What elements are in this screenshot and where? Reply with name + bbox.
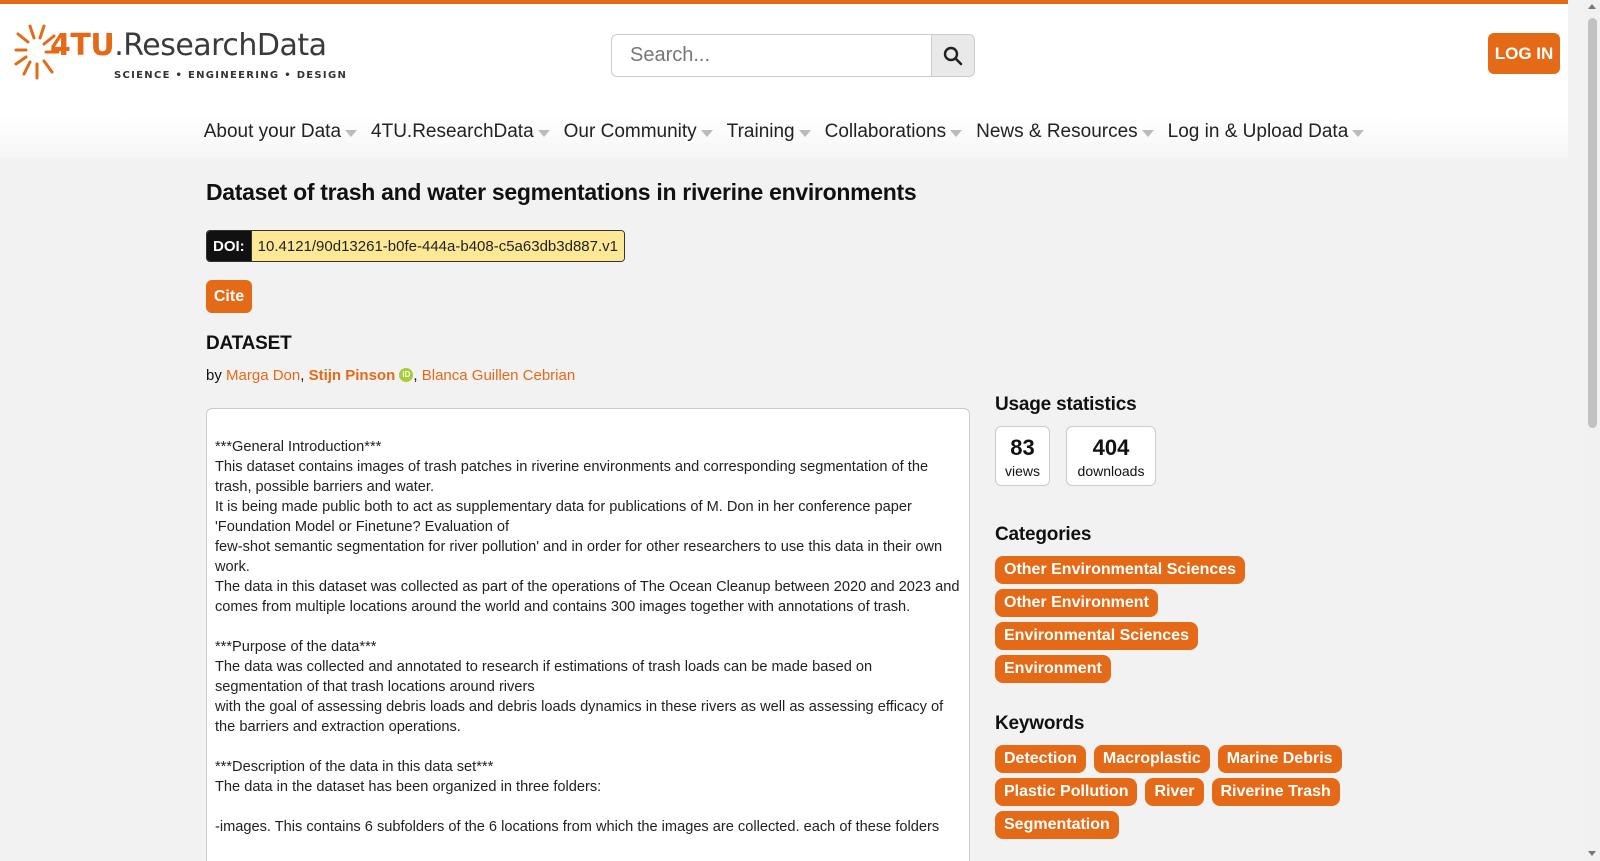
category-tag[interactable]: Other Environmental Sciences bbox=[995, 556, 1245, 584]
scroll-down-arrow-icon[interactable] bbox=[1588, 851, 1596, 856]
doi-label: DOI: bbox=[207, 231, 251, 261]
category-tag[interactable]: Environment bbox=[995, 655, 1111, 683]
logo-brand: 4TU bbox=[50, 28, 115, 63]
nav-label: Collaborations bbox=[824, 121, 947, 142]
keyword-tag[interactable]: Plastic Pollution bbox=[995, 778, 1137, 806]
description-paragraph: ***Description of the data in this data set*** The data in the dataset has been organized in three folders: bbox=[215, 759, 602, 795]
caret-down-icon bbox=[345, 130, 357, 137]
nav-about-your-data[interactable] bbox=[204, 116, 357, 148]
author-list: by Marga Don, Stijn Pinson iD , Blanca Guillen Cebrian bbox=[206, 367, 576, 384]
downloads-label: downloads bbox=[1077, 463, 1145, 479]
nav-4tu-researchdata[interactable] bbox=[371, 116, 550, 148]
logo-tagline: SCIENCE • ENGINEERING • DESIGN bbox=[114, 70, 348, 81]
keyword-tag[interactable]: Detection bbox=[995, 745, 1086, 773]
views-stat bbox=[995, 426, 1050, 486]
usage-stats-heading: Usage statistics bbox=[995, 394, 1137, 415]
dataset-description bbox=[206, 408, 970, 861]
downloads-count: 404 bbox=[1092, 435, 1130, 460]
usage-stats bbox=[995, 426, 1375, 486]
doi-badge[interactable] bbox=[206, 230, 625, 262]
caret-down-icon bbox=[1142, 130, 1154, 137]
cite-button[interactable]: Cite bbox=[206, 280, 252, 313]
author-link[interactable]: Stijn Pinson bbox=[308, 367, 396, 384]
caret-down-icon bbox=[538, 130, 550, 137]
nav-login-upload[interactable] bbox=[1168, 116, 1365, 148]
nav-training[interactable] bbox=[727, 116, 811, 148]
main-nav bbox=[0, 116, 1568, 158]
keyword-list bbox=[995, 745, 1375, 839]
search-input[interactable] bbox=[611, 34, 931, 77]
dataset-title: Dataset of trash and water segmentations in riverine environments bbox=[206, 179, 917, 205]
item-type-label: DATASET bbox=[206, 333, 292, 354]
keywords-heading: Keywords bbox=[995, 713, 1085, 734]
doi-value[interactable]: 10.4121/90d13261-b0fe-444a-b408-c5a63db3d887.v1 bbox=[251, 231, 624, 261]
search-bar bbox=[611, 34, 975, 77]
logo-wordmark bbox=[50, 28, 326, 63]
orcid-icon[interactable]: iD bbox=[399, 368, 413, 382]
nav-collaborations[interactable] bbox=[825, 116, 962, 148]
scroll-up-arrow-icon[interactable] bbox=[1588, 4, 1596, 9]
site-header bbox=[0, 4, 1568, 158]
keyword-tag[interactable]: Riverine Trash bbox=[1212, 778, 1340, 806]
dataset-sidebar bbox=[995, 394, 1375, 861]
downloads-stat bbox=[1066, 426, 1156, 486]
views-count: 83 bbox=[1010, 435, 1035, 460]
keyword-tag[interactable]: Macroplastic bbox=[1094, 745, 1210, 773]
category-tag[interactable]: Other Environment bbox=[995, 589, 1158, 617]
keyword-tag[interactable]: Marine Debris bbox=[1218, 745, 1342, 773]
author-link[interactable]: Blanca Guillen Cebrian bbox=[421, 367, 576, 384]
description-paragraph: ***Purpose of the data*** The data was collected and annotated to research if estimations of trash loads can be made based on segmentation of that trash locations around rivers with the goal of assessing debris loads and debris loads dynamics in these rivers as well as assessing efficacy of the barriers and extraction operations. bbox=[215, 639, 944, 735]
scrollbar-thumb[interactable] bbox=[1588, 18, 1597, 428]
caret-down-icon bbox=[799, 130, 811, 137]
views-label: views bbox=[1004, 463, 1040, 479]
categories-heading: Categories bbox=[995, 524, 1092, 545]
nav-label: Our Community bbox=[563, 121, 697, 142]
description-paragraph: -images. This contains 6 subfolders of the 6 locations from which the images are collected. each of these folders bbox=[215, 819, 940, 835]
author-link[interactable]: Marga Don bbox=[226, 367, 301, 384]
by-label: by bbox=[206, 367, 222, 384]
nav-label: Log in & Upload Data bbox=[1167, 121, 1349, 142]
nav-news-resources[interactable] bbox=[976, 116, 1154, 148]
description-paragraph: ***General Introduction*** This dataset contains images of trash patches in riverine environments and corresponding segmentation of the trash, possible barriers and water. It is being made public both to act as supplementary data for publications of M. Don in her conference paper 'Foundation Model or Finetune? Evaluation of few-shot semantic segmentation for river pollution' and in order for other researchers to use this data in their own work. The data in this dataset was collected as part of the operations of The Ocean Cleanup between 2020 and 2023 and comes from multiple locations around the world and contains 300 images together with annotations of trash. bbox=[215, 439, 960, 615]
caret-down-icon bbox=[1352, 130, 1364, 137]
site-logo[interactable] bbox=[14, 22, 348, 84]
page-scrollbar[interactable] bbox=[1584, 0, 1600, 861]
caret-down-icon bbox=[701, 130, 713, 137]
caret-down-icon bbox=[950, 130, 962, 137]
search-button[interactable] bbox=[931, 34, 975, 77]
nav-label: About your Data bbox=[203, 121, 342, 142]
dataset-main bbox=[206, 159, 1356, 835]
category-list bbox=[995, 556, 1375, 683]
keyword-tag[interactable]: River bbox=[1145, 778, 1203, 806]
nav-label: Training bbox=[726, 121, 795, 142]
login-button[interactable]: LOG IN bbox=[1488, 33, 1560, 74]
search-icon bbox=[943, 46, 963, 66]
category-tag[interactable]: Environmental Sciences bbox=[995, 622, 1198, 650]
logo-rest: .ResearchData bbox=[114, 28, 327, 63]
nav-label: 4TU.ResearchData bbox=[371, 121, 534, 142]
nav-label: News & Resources bbox=[976, 121, 1138, 142]
keyword-tag[interactable]: Segmentation bbox=[995, 811, 1119, 839]
nav-our-community[interactable] bbox=[564, 116, 713, 148]
